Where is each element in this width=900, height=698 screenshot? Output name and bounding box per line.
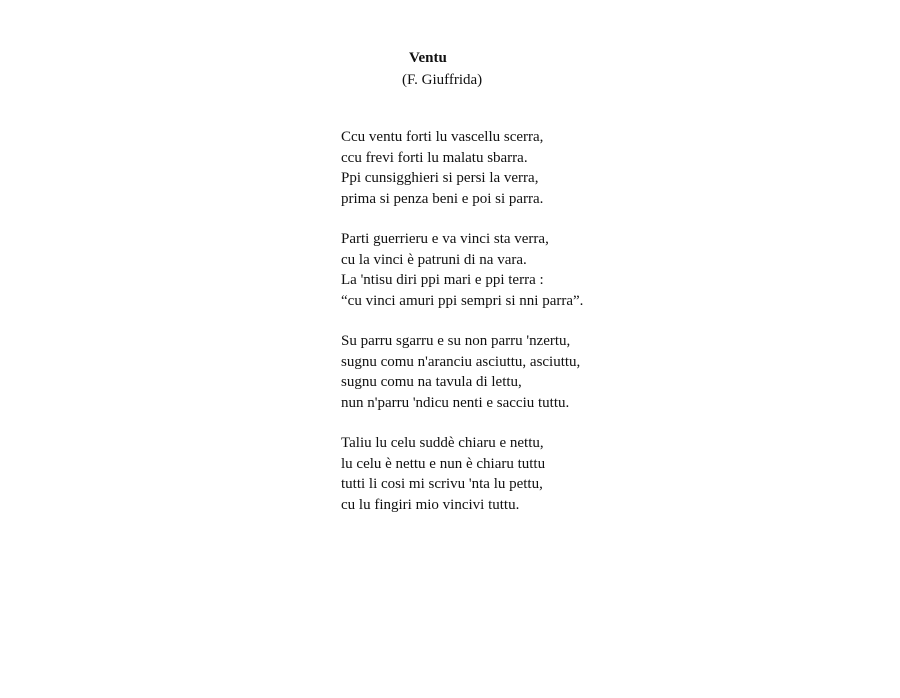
stanza (341, 127, 861, 209)
poem-line: La 'ntisu diri ppi mari e ppi terra : (341, 272, 544, 288)
poem-line: sugnu comu n'aranciu asciuttu, asciuttu, (341, 353, 581, 370)
poem-line: Ppi cunsigghieri si persi la verra, (341, 170, 539, 186)
poem-line: nun n'parru 'ndicu nenti e sacciu tuttu. (341, 394, 570, 411)
poem-title: Ventu (409, 50, 447, 66)
poem-body (341, 127, 861, 535)
poem-line: ccu frevi forti lu malatu sbarra. (341, 149, 528, 166)
stanza (341, 433, 861, 515)
poem-line: sugnu comu na tavula di lettu, (341, 374, 522, 390)
poem-line: Parti guerrieru e va vinci sta verra, (341, 231, 549, 247)
poem-line: cu la vinci è patruni di na vara. (341, 251, 527, 268)
poem-line: prima si penza beni e poi si parra. (341, 190, 544, 207)
stanza (341, 331, 861, 413)
poem-author: (F. Giuffrida) (402, 72, 483, 88)
poem-line: Su parru sgarru e su non parru 'nzertu, (341, 333, 571, 349)
poem-line: tutti li cosi mi scrivu 'nta lu pettu, (341, 476, 543, 492)
poem-line: cu lu fingiri mio vincivi tuttu. (341, 496, 520, 513)
stanza (341, 229, 861, 311)
poem-line: Ccu ventu forti lu vascellu scerra, (341, 129, 544, 145)
poem-line: lu celu è nettu e nun è chiaru tuttu (341, 455, 546, 472)
poem-line: Taliu lu celu suddè chiaru e nettu, (341, 435, 544, 451)
poem-line: “cu vinci amuri ppi sempri si nni parra”. (341, 292, 584, 309)
